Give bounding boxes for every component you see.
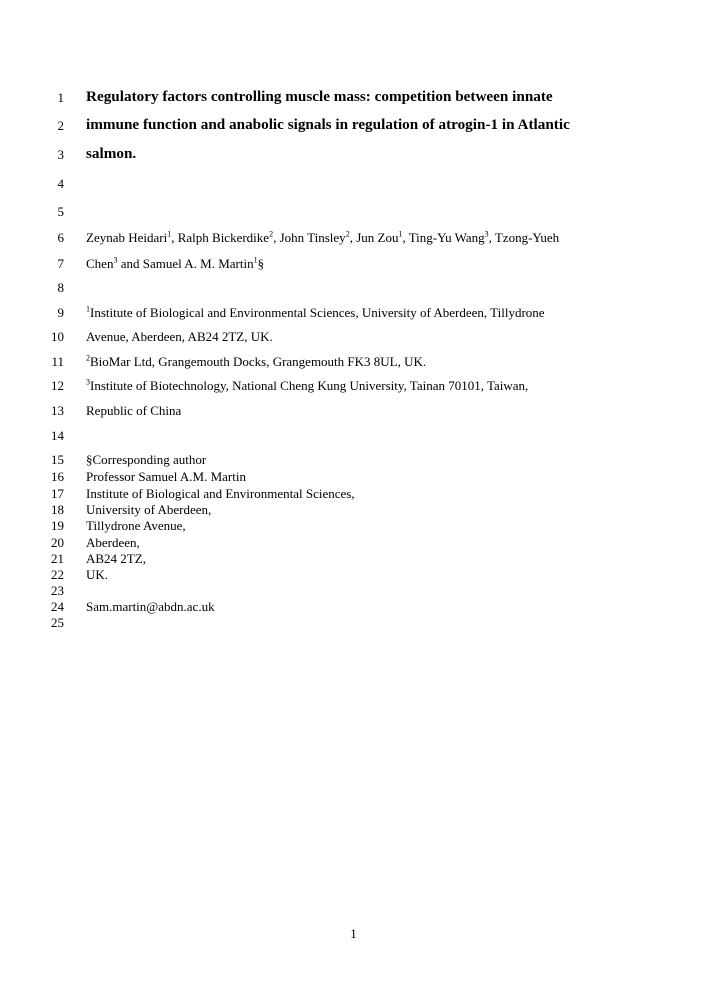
corresponding-email[interactable]: Sam.martin@abdn.ac.uk: [86, 599, 215, 614]
author-separator: ,: [402, 230, 409, 245]
line-number: 5: [57, 204, 64, 219]
author-name: Zeynab Heidari: [86, 230, 168, 245]
author-list-line-1: [86, 230, 559, 246]
author-name: Ralph Bickerdike: [177, 230, 270, 245]
line-number: 14: [51, 428, 64, 443]
line-number: 24: [51, 599, 64, 614]
affiliation-text: Institute of Biotechnology, National Cheng Kung University, Tainan 70101, Taiwan,: [90, 378, 529, 393]
line-number: 11: [51, 354, 64, 369]
line-number: 22: [51, 567, 64, 582]
line-number: 20: [51, 535, 64, 550]
affiliation-marker: 1: [253, 255, 258, 265]
line-number: 12: [51, 378, 64, 393]
affiliation-number: 3: [86, 377, 90, 387]
affiliation-text: Institute of Biological and Environmental Sciences, University of Aberdeen, Tillydrone: [90, 305, 545, 320]
paper-title-line: salmon.: [86, 145, 137, 162]
line-number: 2: [57, 118, 64, 133]
line-number: 13: [51, 403, 64, 418]
line-number: 3: [57, 147, 64, 162]
corresponding-author-line: UK.: [86, 567, 109, 582]
affiliation-3-cont: Republic of China: [86, 403, 182, 418]
author-name: John Tinsley: [279, 230, 346, 245]
affiliation-1: [86, 305, 545, 321]
affiliation-marker: 2: [269, 229, 274, 239]
author-separator: ,: [273, 230, 280, 245]
corresponding-author-line: §Corresponding author: [86, 452, 207, 467]
corresponding-author-line: Institute of Biological and Environmental Sciences,: [86, 486, 355, 501]
author-name: Ting-Yu Wang: [408, 230, 485, 245]
line-number: 25: [51, 615, 64, 630]
affiliation-marker: 1: [398, 229, 403, 239]
line-number: 17: [51, 486, 64, 501]
affiliation-2: [86, 354, 426, 370]
paper-title-line: immune function and anabolic signals in regulation of atrogin-1 in Atlantic: [86, 116, 570, 133]
affiliation-number: 1: [86, 304, 90, 314]
affiliation-marker: 3: [484, 229, 489, 239]
affiliation-3: [86, 378, 528, 394]
author-name: and Samuel A. M. Martin: [117, 256, 254, 271]
author-separator: ,: [488, 230, 495, 245]
affiliation-marker: 1: [167, 229, 172, 239]
line-number: 1: [57, 90, 64, 105]
line-number: 8: [57, 280, 64, 295]
author-name: Tzong-Yueh: [494, 230, 560, 245]
affiliation-marker: 2: [345, 229, 350, 239]
line-number: 4: [57, 176, 64, 191]
affiliation-1-cont: Avenue, Aberdeen, AB24 2TZ, UK.: [86, 329, 273, 344]
author-list-line-2: [86, 256, 264, 272]
affiliation-marker: 3: [113, 255, 118, 265]
line-number: 9: [57, 305, 64, 320]
corresponding-author-line: Professor Samuel A.M. Martin: [86, 469, 246, 484]
corresponding-author-line: University of Aberdeen,: [86, 502, 212, 517]
affiliation-number: 2: [86, 353, 90, 363]
author-separator: ,: [171, 230, 178, 245]
affiliation-text: BioMar Ltd, Grangemouth Docks, Grangemouth FK3 8UL, UK.: [90, 354, 427, 369]
line-number: 7: [57, 256, 64, 271]
author-separator: ,: [349, 230, 357, 245]
line-number: 16: [51, 469, 64, 484]
paper-title-line: Regulatory factors controlling muscle mass: competition between innate: [86, 88, 553, 105]
corresponding-mark: §: [257, 256, 265, 271]
corresponding-author-line: Aberdeen,: [86, 535, 140, 550]
author-name: Jun Zou: [356, 230, 399, 245]
corresponding-author-line: Tillydrone Avenue,: [86, 518, 186, 533]
line-number: 6: [57, 230, 64, 245]
line-number: 19: [51, 518, 64, 533]
line-number: 21: [51, 551, 64, 566]
corresponding-author-line: AB24 2TZ,: [86, 551, 146, 566]
line-number: 23: [51, 583, 64, 598]
page-number: 1: [350, 926, 357, 941]
line-number: 15: [51, 452, 64, 467]
author-name: Chen: [86, 256, 114, 271]
line-number: 10: [51, 329, 64, 344]
line-number: 18: [51, 502, 64, 517]
